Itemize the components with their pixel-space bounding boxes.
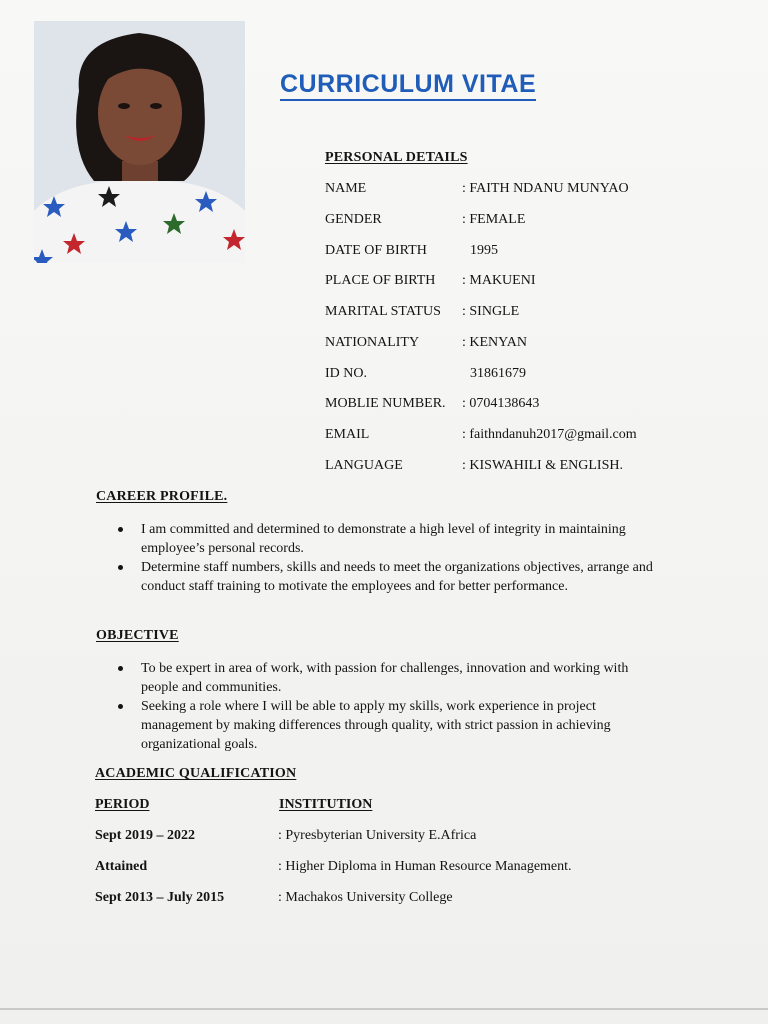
institution-cell: : Pyresbyterian University E.Africa xyxy=(278,828,477,843)
nationality-label: NATIONALITY xyxy=(325,335,420,350)
period-column-header: PERIOD xyxy=(95,797,150,812)
objective-item-text: To be expert in area of work, with passion for challenges, innovation and working with people and communities. xyxy=(141,661,629,695)
period-cell: Attained xyxy=(95,859,148,874)
list-item xyxy=(96,659,666,697)
objective-list xyxy=(96,659,666,754)
career-profile-list xyxy=(96,520,666,596)
objective-heading: OBJECTIVE xyxy=(96,628,179,643)
bullet-icon xyxy=(118,704,123,709)
gender-label: GENDER xyxy=(325,212,382,227)
marital-status-label: MARITAL STATUS xyxy=(325,304,441,319)
profile-photo xyxy=(34,21,245,263)
nationality-value: : KENYAN xyxy=(462,335,527,350)
personal-details-heading: PERSONAL DETAILS xyxy=(325,150,468,165)
page-edge-divider xyxy=(0,1008,768,1010)
place-of-birth-label: PLACE OF BIRTH xyxy=(325,273,436,288)
bullet-icon xyxy=(118,527,123,532)
dob-value: 1995 xyxy=(470,243,498,258)
email-value: : faithndanuh2017@gmail.com xyxy=(462,427,637,442)
institution-cell: : Higher Diploma in Human Resource Management. xyxy=(278,859,572,874)
career-item-text: I am committed and determined to demonstrate a high level of integrity in maintaining employee’s personal records. xyxy=(141,522,626,556)
mobile-number-label: MOBLIE NUMBER. xyxy=(325,396,446,411)
id-number-label: ID NO. xyxy=(325,366,367,381)
email-label: EMAIL xyxy=(325,427,370,442)
list-item xyxy=(96,520,666,558)
list-item xyxy=(96,697,666,754)
bullet-icon xyxy=(118,565,123,570)
period-cell: Sept 2019 – 2022 xyxy=(95,828,195,843)
language-label: LANGUAGE xyxy=(325,458,403,473)
institution-cell: : Machakos University College xyxy=(278,890,453,905)
name-value: : FAITH NDANU MUNYAO xyxy=(462,181,629,196)
marital-status-value: : SINGLE xyxy=(462,304,520,319)
mobile-number-value: : 0704138643 xyxy=(462,396,540,411)
document-title: CURRICULUM VITAE xyxy=(280,70,536,101)
id-number-value: 31861679 xyxy=(470,366,526,381)
list-item xyxy=(96,558,666,596)
academic-qualification-heading: ACADEMIC QUALIFICATION xyxy=(95,766,297,781)
career-profile-heading: CAREER PROFILE. xyxy=(96,489,228,504)
career-item-text: Determine staff numbers, skills and needs to meet the organizations objectives, arrange and conduct staff training to motivate the employees and for better performance. xyxy=(141,560,653,594)
language-value: : KISWAHILI & ENGLISH. xyxy=(462,458,623,473)
period-cell: Sept 2013 – July 2015 xyxy=(95,890,225,905)
bullet-icon xyxy=(118,666,123,671)
gender-value: : FEMALE xyxy=(462,212,526,227)
institution-column-header: INSTITUTION xyxy=(279,797,373,812)
dob-label: DATE OF BIRTH xyxy=(325,243,427,258)
objective-item-text: Seeking a role where I will be able to apply my skills, work experience in project management by making differences through quality, with strict passion in achieving organizational goals. xyxy=(141,699,611,752)
place-of-birth-value: : MAKUENI xyxy=(462,273,536,288)
name-label: NAME xyxy=(325,181,367,196)
